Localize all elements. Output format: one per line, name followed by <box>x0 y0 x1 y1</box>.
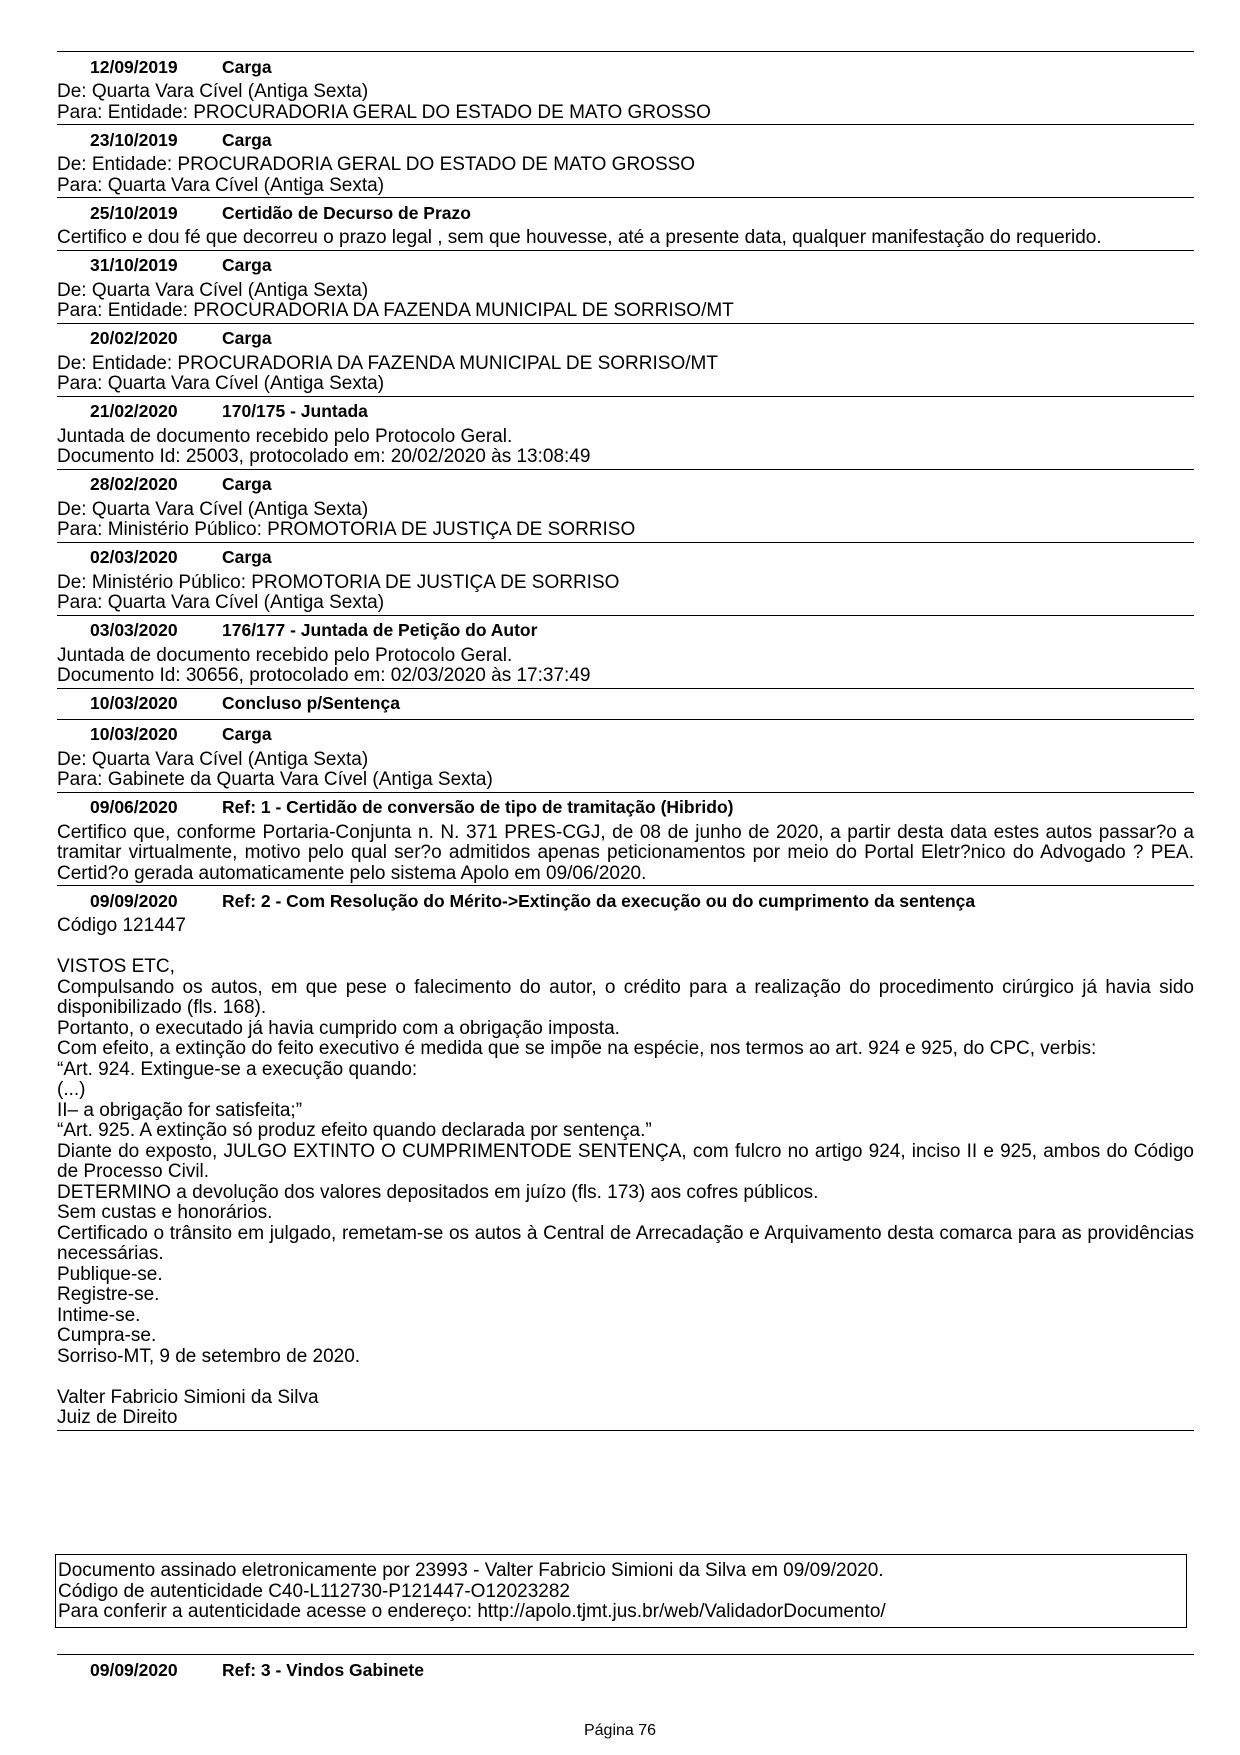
entry-title: Concluso p/Sentença <box>222 693 400 713</box>
entry-title: Carga <box>222 56 272 77</box>
entry-date: 12/09/2019 <box>90 56 178 77</box>
entry-text-line: Código 121447 <box>57 915 186 936</box>
entry-header <box>57 720 1194 750</box>
entry-title: 176/177 - Juntada de Petição do Autor <box>222 620 538 640</box>
entry-header <box>57 689 1194 719</box>
entry-title: Carga <box>222 547 272 567</box>
entry-text-line: (...) <box>57 1079 86 1100</box>
blank-line <box>57 937 1194 958</box>
entry-body <box>57 281 1194 323</box>
entry-text-line: Juiz de Direito <box>57 1407 178 1428</box>
docket-entries <box>57 51 1194 1431</box>
entry-header <box>57 793 1194 823</box>
entry-body <box>57 427 1194 469</box>
entry-title: Ref: 2 - Com Resolução do Mérito->Extinção da execução ou do cumprimento da sentença <box>222 890 976 911</box>
entry-text-line: De: Entidade: PROCURADORIA DA FAZENDA MUNICIPAL DE SORRISO/MT <box>57 352 718 374</box>
entry-text-line: Valter Fabricio Simioni da Silva <box>57 1386 319 1408</box>
entry-text-line: “Art. 924. Extingue-se a execução quando: <box>57 1058 418 1080</box>
docket-entry <box>57 792 1194 886</box>
entry-header <box>57 52 1194 82</box>
entry-title: Carga <box>222 129 272 150</box>
docket-entry <box>57 615 1194 688</box>
entry-body <box>57 916 1194 1430</box>
entry-body <box>57 573 1194 615</box>
entry-header <box>57 251 1194 281</box>
entry-text-line: Juntada de documento recebido pelo Protocolo Geral. <box>57 425 513 447</box>
entry-text-line: II– a obrigação for satisfeita;” <box>57 1099 303 1121</box>
entry-body <box>57 228 1194 250</box>
signature-line: Documento assinado eletronicamente por 23993 - Valter Fabricio Simioni da Silva em 09/09/2020. <box>58 1560 884 1581</box>
docket-entry <box>57 250 1194 323</box>
entry-text-line: Portanto, o executado já havia cumprido com a obrigação imposta. <box>57 1017 620 1039</box>
entry-title: Carga <box>222 255 272 275</box>
entry-title: Certidão de Decurso de Prazo <box>222 202 471 223</box>
entry-text-line: Certifico e dou fé que decorreu o prazo legal , sem que houvesse, até a presente data, qualquer manifestação do requerido. <box>57 227 1102 248</box>
entry-text-line: Para: Entidade: PROCURADORIA DA FAZENDA MUNICIPAL DE SORRISO/MT <box>57 300 734 321</box>
docket-entry <box>57 51 1194 124</box>
entry-date: 21/02/2020 <box>90 401 178 421</box>
entry-date: 23/10/2019 <box>90 129 178 150</box>
verification-url-line: Para conferir a autenticidade acesse o endereço: http://apolo.tjmt.jus.br/web/ValidadorDocumento/ <box>58 1601 886 1622</box>
authenticity-code-line: Código de autenticidade C40-L112730-P121447-O12023282 <box>58 1580 570 1602</box>
docket-entry <box>57 885 1194 1431</box>
entry-title: Carga <box>222 724 272 744</box>
entry-text-line: Registre-se. <box>57 1284 160 1305</box>
docket-entry <box>57 124 1194 197</box>
entry-header <box>57 616 1194 646</box>
docket-entry <box>57 197 1194 250</box>
electronic-signature-box <box>55 1554 1187 1628</box>
docket-entry <box>57 469 1194 542</box>
entry-text-line: Para: Ministério Público: PROMOTORIA DE JUSTIÇA DE SORRISO <box>57 519 636 540</box>
blank-line <box>57 1367 1194 1388</box>
docket-entry-final <box>57 1654 1194 1685</box>
entry-date: 20/02/2020 <box>90 328 178 348</box>
entry-text-line: VISTOS ETC, <box>57 956 175 977</box>
docket-entry <box>57 688 1194 719</box>
entry-text-line: De: Entidade: PROCURADORIA GERAL DO ESTADO DE MATO GROSSO <box>57 154 696 175</box>
entry-date: 09/09/2020 <box>90 1659 178 1680</box>
entry-date: 09/06/2020 <box>90 797 178 817</box>
page-number: Página 76 <box>583 1722 657 1739</box>
entry-body <box>57 750 1194 792</box>
entry-date: 09/09/2020 <box>90 890 178 911</box>
entry-header <box>57 886 1194 916</box>
entry-date: 03/03/2020 <box>90 620 178 640</box>
entry-title: Carga <box>222 474 272 494</box>
entry-header <box>57 470 1194 500</box>
entry-text-line: Para: Gabinete da Quarta Vara Cível (Antiga Sexta) <box>57 769 493 790</box>
entry-text-line: Certifico que, conforme Portaria-Conjunta n. N. 371 PRES-CGJ, de 08 de junho de 2020, a partir desta data estes autos passar?o a tramitar virtualmente, motivo pelo qual ser?o admitidos apenas peticionamentos por meio do Portal Eletr?nico do Advogado ? PEA. Certid?o gerada automaticamente pelo sistema Apolo em 09/06/2020. <box>57 821 1194 884</box>
entry-date: 28/02/2020 <box>90 474 178 494</box>
entry-date: 10/03/2020 <box>90 724 178 744</box>
entry-body <box>57 646 1194 688</box>
docket-entry <box>57 542 1194 615</box>
entry-text-line: Sem custas e honorários. <box>57 1202 273 1223</box>
entry-date: 31/10/2019 <box>90 255 178 275</box>
entry-header <box>57 125 1194 155</box>
entry-text-line: Juntada de documento recebido pelo Protocolo Geral. <box>57 644 513 666</box>
entry-text-line: De: Quarta Vara Cível (Antiga Sexta) <box>57 81 369 102</box>
entry-header <box>57 543 1194 573</box>
entry-body <box>57 823 1194 886</box>
entry-text-line: Documento Id: 30656, protocolado em: 02/03/2020 às 17:37:49 <box>57 665 591 686</box>
entry-text-line: “Art. 925. A extinção só produz efeito quando declarada por sentença.” <box>57 1120 652 1141</box>
docket-entry <box>57 719 1194 792</box>
entry-title: Ref: 1 - Certidão de conversão de tipo de tramitação (Hibrido) <box>222 797 734 817</box>
entry-body <box>57 155 1194 197</box>
entry-text-line: Compulsando os autos, em que pese o falecimento do autor, o crédito para a realização do procedimento cirúrgico já havia sido disponibilizado (fls. 168). <box>57 976 1194 1018</box>
entry-text-line: De: Quarta Vara Cível (Antiga Sexta) <box>57 498 369 520</box>
entry-header <box>57 1655 1194 1685</box>
entry-text-line: DETERMINO a devolução dos valores depositados em juízo (fls. 173) aos cofres públicos. <box>57 1181 819 1203</box>
entry-text-line: Com efeito, a extinção do feito executivo é medida que se impõe na espécie, nos termos ao art. 924 e 925, do CPC, verbis: <box>57 1038 1097 1059</box>
entry-text-line: Certificado o trânsito em julgado, remetam-se os autos à Central de Arrecadação e Arquivamento desta comarca para as providências necessárias. <box>57 1222 1194 1264</box>
entry-text-line: Para: Quarta Vara Cível (Antiga Sexta) <box>57 373 385 394</box>
entry-text-line: Para: Quarta Vara Cível (Antiga Sexta) <box>57 174 385 196</box>
entry-text-line: Sorriso-MT, 9 de setembro de 2020. <box>57 1345 361 1367</box>
entry-body <box>57 500 1194 542</box>
entry-text-line: De: Ministério Público: PROMOTORIA DE JUSTIÇA DE SORRISO <box>57 571 620 593</box>
entry-text-line: Publique-se. <box>57 1263 163 1285</box>
entry-text-line: Para: Entidade: PROCURADORIA GERAL DO ESTADO DE MATO GROSSO <box>57 101 711 123</box>
entry-title: Ref: 3 - Vindos Gabinete <box>222 1659 424 1680</box>
entry-header <box>57 397 1194 427</box>
entry-date: 25/10/2019 <box>90 202 178 223</box>
entry-text-line: Cumpra-se. <box>57 1325 157 1346</box>
entry-text-line: Diante do exposto, JULGO EXTINTO O CUMPRIMENTODE SENTENÇA, com fulcro no artigo 924, inciso II e 925, ambos do Código de Processo Civil. <box>57 1140 1194 1182</box>
entry-header <box>57 324 1194 354</box>
entry-title: 170/175 - Juntada <box>222 401 368 421</box>
docket-entry <box>57 323 1194 396</box>
entry-body <box>57 82 1194 124</box>
entry-text-line: De: Quarta Vara Cível (Antiga Sexta) <box>57 279 369 301</box>
docket-entry <box>57 396 1194 469</box>
entry-body <box>57 354 1194 396</box>
entry-date: 02/03/2020 <box>90 547 178 567</box>
entry-header <box>57 198 1194 228</box>
entry-text-line: Para: Quarta Vara Cível (Antiga Sexta) <box>57 592 385 613</box>
entry-text-line: De: Quarta Vara Cível (Antiga Sexta) <box>57 748 369 770</box>
entry-text-line: Documento Id: 25003, protocolado em: 20/02/2020 às 13:08:49 <box>57 446 591 467</box>
entry-date: 10/03/2020 <box>90 693 178 713</box>
entry-title: Carga <box>222 328 272 348</box>
entry-text-line: Intime-se. <box>57 1304 141 1326</box>
